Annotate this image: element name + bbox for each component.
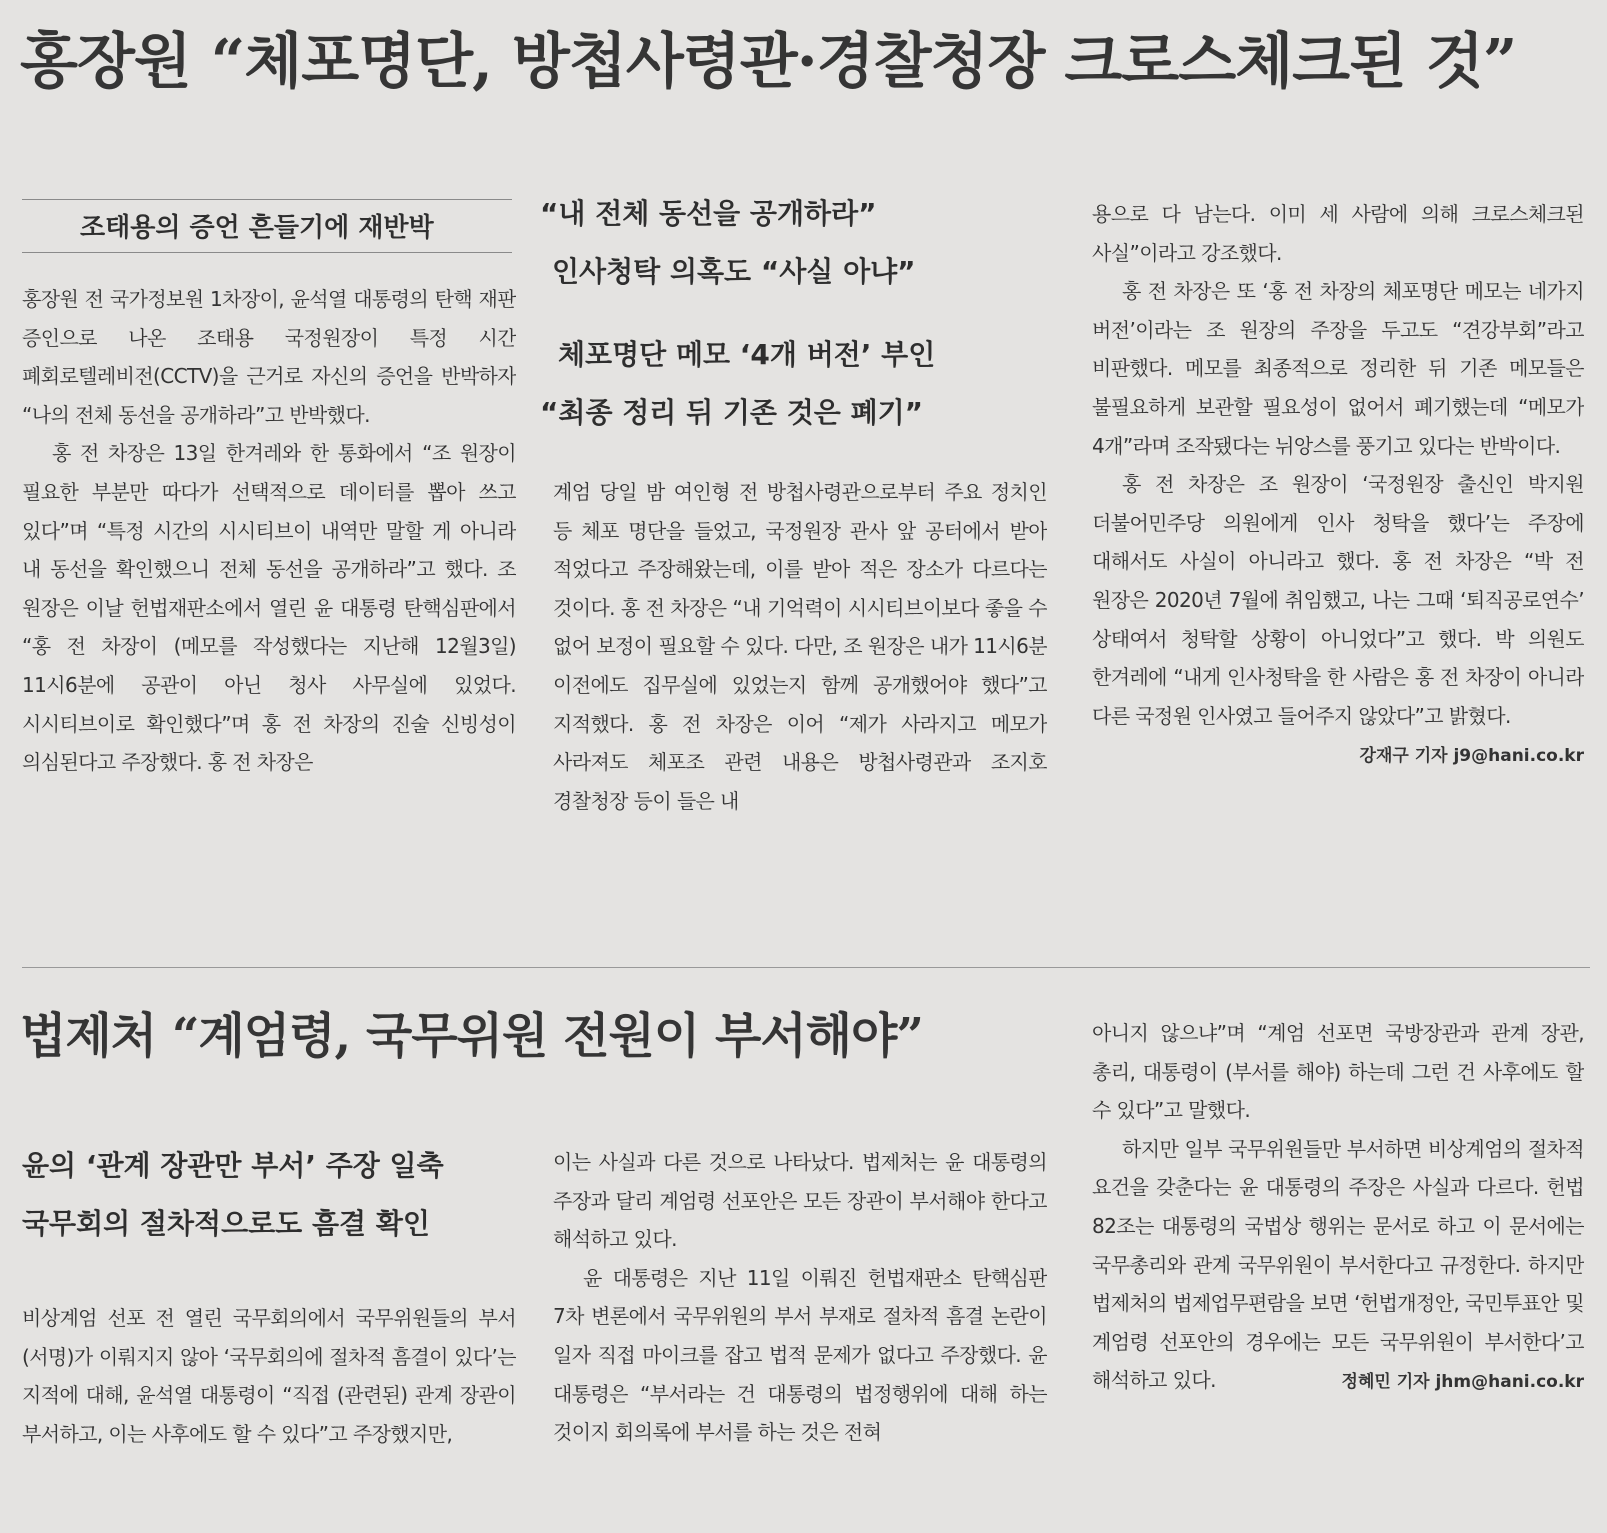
- subhead-top-rule: [22, 199, 512, 200]
- paragraph: 윤 대통령은 지난 11일 이뤄진 헌법재판소 탄핵심판 7차 변론에서 국무위원의 부서 부재로 절차적 흠결 논란이 일자 직접 마이크를 잡고 법적 문제가 없다고 주장했다. 윤 대통령은 “부서라는 건 대통령의 법정행위에 대해 하는 것이지 회의록에 부서를 하는 것은 전혀: [553, 1265, 1047, 1445]
- byline-text: 정혜민 기자 jhm@hani.co.kr: [1341, 1372, 1584, 1393]
- article1-subhead-mid-4: “최종 정리 뒤 기존 것은 폐기”: [540, 396, 924, 429]
- paragraph: [1092, 1130, 1584, 1400]
- article1-headline: 홍장원 “체포명단, 방첩사령관·경찰청장 크로스체크된 것”: [20, 27, 1517, 97]
- paragraph-text: 하지만 일부 국무위원들만 부서하면 비상계엄의 절차적 요건을 갖춘다는 윤 대통령의 주장은 사실과 다르다. 헌법 82조는 대통령의 국법상 행위는 문서로 하고 이 문서에는 국무총리와 관계 국무위원이 부서한다고 규정한다. 하지만 법제처의 법제업무편람을 보면 ‘헌법개정안, 국민투표안 및 계엄령 선포안의 경우에는 모든 국무위원이 부서한다’고 해석하고 있다.: [1092, 1136, 1584, 1393]
- paragraph: 홍 전 차장은 13일 한겨레와 한 통화에서 “조 원장이 필요한 부분만 따다가 선택적으로 데이터를 뽑아 쓰고 있다”며 “특정 시간의 시시티브이 내역만 말할 게 아니라 내 동선을 확인했으니 전체 동선을 공개하라”고 했다. 조 원장은 이날 헌법재판소에서 열린 윤 대통령 탄핵심판에서 “홍 전 차장이 (메모를 작성했다는 지난해 12월3일) 11시6분에 공관이 아닌 청사 사무실에 있었다. 시시티브이로 확인했다”며 홍 전 차장의 진술 신빙성이 의심된다고 주장했다. 홍 전 차장은: [22, 441, 516, 775]
- paragraph: 홍 전 차장은 또 ‘홍 전 차장의 체포명단 메모는 네가지 버전’이라는 조 원장의 주장을 두고도 “견강부회”라고 비판했다. 메모를 최종적으로 정리한 뒤 기존 메모들은 불필요하게 보관할 필요성이 없어서 폐기했는데 “메모가 4개”라며 조작됐다는 뉘앙스를 풍기고 있다는 반박이다.: [1092, 279, 1584, 458]
- paragraph: 비상계엄 선포 전 열린 국무회의에서 국무위원들의 부서(서명)가 이뤄지지 않아 ‘국무회의에 절차적 흠결이 있다’는 지적에 대해, 윤석열 대통령이 “직접 (관련된) 관계 장관이 부서하고, 이는 사후에도 할 수 있다”고 주장했지만,: [22, 1306, 516, 1446]
- article2-byline: [1312, 1363, 1584, 1402]
- article2-headline: 법제처 “계엄령, 국무위원 전원이 부서해야”: [20, 1008, 924, 1064]
- article2-column-1: [22, 1299, 516, 1533]
- article2-column-2: [553, 1143, 1047, 1533]
- article1-subhead-mid-3: 체포명단 메모 ‘4개 버전’ 부인: [558, 338, 936, 371]
- paragraph: 아니지 않으냐”며 “계엄 선포면 국방장관과 관계 장관, 총리, 대통령이 (부서를 해야) 하는데 그런 건 사후에도 할 수 있다”고 말했다.: [1092, 1021, 1584, 1123]
- article1-subhead-mid-2: 인사청탁 의혹도 “사실 아냐”: [552, 255, 916, 288]
- paragraph: 용으로 다 남는다. 이미 세 사람에 의해 크로스체크된 사실”이라고 강조했다.: [1092, 202, 1584, 265]
- paragraph: 계엄 당일 밤 여인형 전 방첩사령관으로부터 주요 정치인 등 체포 명단을 들었고, 국정원장 관사 앞 공터에서 받아 적었다고 주장해왔는데, 이를 받아 적은 장소가 다르다는 것이다. 홍 전 차장은 “내 기억력이 시시티브이보다 좋을 수 없어 보정이 필요할 수 있다. 다만, 조 원장은 내가 11시6분 이전에도 집무실에 있었는지 함께 공개했어야 했다”고 지적했다. 홍 전 차장은 이어 “제가 사라지고 메모가 사라져도 체포조 관련 내용은 방첩사령관과 조지호 경찰청장 등이 들은 내: [553, 480, 1047, 813]
- article1-column-3: [1092, 195, 1584, 940]
- paragraph: [1092, 465, 1584, 767]
- subhead-bottom-rule: [22, 252, 512, 253]
- article1-byline: [1330, 737, 1584, 776]
- paragraph: 이는 사실과 다른 것으로 나타났다. 법제처는 윤 대통령의 주장과 달리 계엄령 선포안은 모든 장관이 부서해야 한다고 해석하고 있다.: [553, 1150, 1047, 1252]
- article2-subhead-1: 윤의 ‘관계 장관만 부서’ 주장 일축: [22, 1149, 444, 1182]
- article1-column-2: [553, 473, 1047, 940]
- article1-subhead-left: 조태용의 증언 흔들기에 재반박: [80, 213, 434, 243]
- byline-text: 강재구 기자 j9@hani.co.kr: [1359, 746, 1584, 767]
- article1-column-1: [22, 280, 516, 940]
- paragraph-text: 홍 전 차장은 조 원장이 ‘국정원장 출신인 박지원 더불어민주당 의원에게 인사 청탁을 했다’는 주장에 대해서도 사실이 아니라고 했다. 홍 전 차장은 “박 전 원장은 2020년 7월에 취임했고, 나는 그때 ‘퇴직공로연수’ 상태여서 청탁할 상황이 아니었다”고 했다. 박 의원도 한겨레에 “내게 인사청탁을 한 사람은 홍 전 차장이 아니라 다른 국정원 인사였고 들어주지 않았다”고 밝혔다.: [1092, 472, 1584, 728]
- paragraph: 홍장원 전 국가정보원 1차장이, 윤석열 대통령의 탄핵 재판 증인으로 나온 조태용 국정원장이 특정 시간 폐회로텔레비전(CCTV)을 근거로 자신의 증언을 반박하자 “나의 전체 동선을 공개하라”고 반박했다.: [22, 287, 516, 427]
- article1-subhead-mid-1: “내 전체 동선을 공개하라”: [540, 197, 877, 230]
- article-divider: [22, 967, 1590, 968]
- article2-subhead-2: 국무회의 절차적으로도 흠결 확인: [22, 1207, 430, 1240]
- article2-column-3: [1092, 1014, 1584, 1533]
